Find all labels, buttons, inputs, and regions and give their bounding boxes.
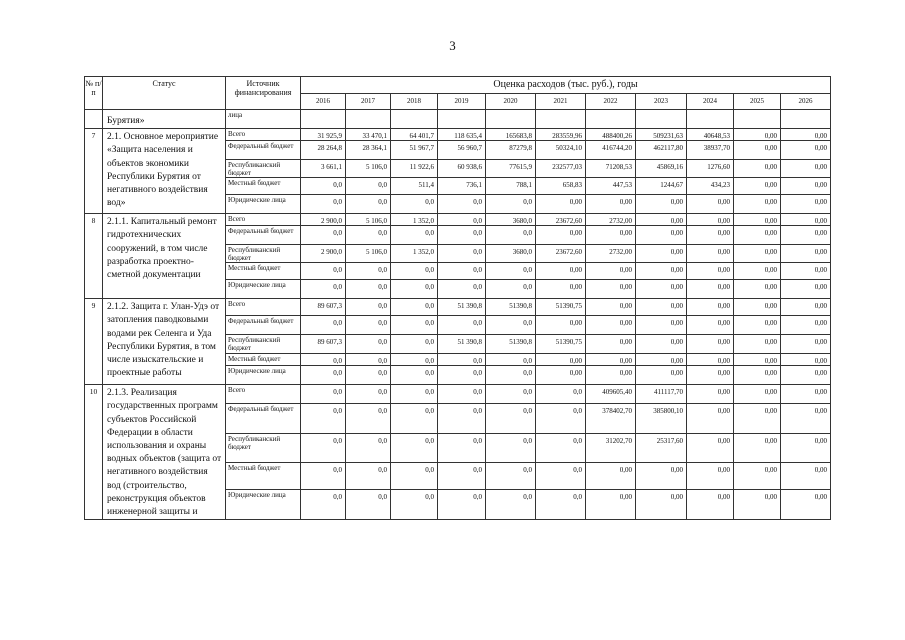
value-cell: 5 106,0 — [346, 214, 391, 226]
source-cell: Федеральный бюджет — [226, 316, 301, 335]
row-number: 9 — [85, 299, 103, 385]
value-cell: 0,00 — [734, 335, 781, 354]
value-cell: 1 352,0 — [391, 245, 438, 263]
value-cell: 165683,8 — [486, 129, 536, 141]
source-cell: Местный бюджет — [226, 354, 301, 366]
value-cell: 0,00 — [734, 385, 781, 404]
carry-over-row — [85, 110, 831, 129]
value-cell: 0,0 — [536, 490, 586, 520]
value-cell: 0,0 — [301, 463, 346, 490]
value-cell: 0,00 — [536, 263, 586, 280]
value-cell: 0,00 — [781, 214, 831, 226]
value-cell: 0,0 — [486, 434, 536, 463]
value-cell: 0,00 — [687, 245, 734, 263]
value-cell: 31 925,9 — [301, 129, 346, 141]
value-cell: 0,00 — [687, 335, 734, 354]
source-cell: Юридические лица — [226, 490, 301, 520]
status-header: Статус — [103, 77, 226, 110]
value-cell: 0,00 — [636, 354, 687, 366]
value-cell: 31202,70 — [586, 434, 636, 463]
value-cell: 0,0 — [438, 195, 486, 214]
value-cell: 89 607,3 — [301, 299, 346, 316]
carry-status: Бурятия» — [103, 110, 226, 129]
source-cell: Местный бюджет — [226, 263, 301, 280]
value-cell: 0,00 — [586, 226, 636, 245]
value-cell: 0,0 — [391, 463, 438, 490]
value-cell: 0,0 — [301, 316, 346, 335]
source-cell: Местный бюджет — [226, 463, 301, 490]
value-cell: 0,00 — [734, 178, 781, 195]
value-cell: 0,0 — [486, 385, 536, 404]
value-cell: 0,00 — [781, 316, 831, 335]
value-cell: 0,00 — [734, 366, 781, 385]
value-cell: 0,0 — [438, 263, 486, 280]
value-cell: 0,0 — [301, 490, 346, 520]
value-cell: 0,0 — [391, 263, 438, 280]
value-cell: 0,0 — [346, 195, 391, 214]
value-cell: 0,00 — [734, 299, 781, 316]
value-cell: 0,00 — [687, 263, 734, 280]
value-cell: 5 106,0 — [346, 160, 391, 178]
value-cell: 0,00 — [781, 490, 831, 520]
value-cell: 0,00 — [586, 280, 636, 299]
value-cell: 0,0 — [301, 385, 346, 404]
value-cell: 488400,26 — [586, 129, 636, 141]
value-cell: 0,0 — [438, 280, 486, 299]
value-cell: 0,0 — [301, 178, 346, 195]
value-cell: 2 900,0 — [301, 214, 346, 226]
value-cell: 0,0 — [438, 316, 486, 335]
value-cell: 0,0 — [536, 463, 586, 490]
value-cell: 0,00 — [687, 404, 734, 434]
value-cell: 0,00 — [781, 226, 831, 245]
value-cell: 0,00 — [687, 226, 734, 245]
value-cell: 0,00 — [734, 226, 781, 245]
value-cell: 0,0 — [391, 195, 438, 214]
value-cell: 0,00 — [636, 263, 687, 280]
value-cell: 0,00 — [781, 129, 831, 141]
value-cell: 0,0 — [438, 385, 486, 404]
table-row — [85, 299, 831, 316]
table-row — [85, 129, 831, 141]
value-cell: 509231,63 — [636, 129, 687, 141]
value-cell: 0,00 — [781, 160, 831, 178]
value-cell: 0,00 — [586, 463, 636, 490]
value-cell: 0,0 — [486, 354, 536, 366]
value-cell: 51 390,8 — [438, 299, 486, 316]
value-cell: 77615,9 — [486, 160, 536, 178]
table-row — [85, 214, 831, 226]
value-cell: 0,00 — [636, 214, 687, 226]
value-cell: 5 106,0 — [346, 245, 391, 263]
value-cell: 0,00 — [536, 195, 586, 214]
value-cell: 51 390,8 — [438, 335, 486, 354]
value-cell: 0,0 — [486, 316, 536, 335]
value-cell: 0,00 — [781, 195, 831, 214]
value-cell: 40648,53 — [687, 129, 734, 141]
value-cell: 0,0 — [301, 354, 346, 366]
value-cell: 0,0 — [438, 490, 486, 520]
expense-table — [84, 76, 831, 520]
carry-num — [85, 110, 103, 129]
value-cell: 0,00 — [687, 316, 734, 335]
value-cell: 0,0 — [486, 280, 536, 299]
value-cell: 0,00 — [536, 316, 586, 335]
year-header: 2019 — [438, 94, 486, 110]
value-cell: 0,0 — [346, 385, 391, 404]
value-cell: 0,0 — [391, 490, 438, 520]
status-cell: 2.1.2. Защита г. Улан-Удэ от затопления паводковыми водами рек Селенга и Уда Республики Бурятия, в том числе изыскательские и проектные работы — [103, 299, 226, 385]
value-cell: 0,00 — [734, 195, 781, 214]
value-cell: 511,4 — [391, 178, 438, 195]
value-cell: 0,0 — [486, 404, 536, 434]
value-cell: 2732,00 — [586, 214, 636, 226]
value-cell: 0,00 — [687, 195, 734, 214]
table-row — [85, 385, 831, 404]
value-cell: 0,00 — [586, 366, 636, 385]
value-cell: 0,00 — [636, 299, 687, 316]
value-cell: 28 264,8 — [301, 141, 346, 160]
value-cell: 0,0 — [486, 226, 536, 245]
year-header: 2017 — [346, 94, 391, 110]
year-header: 2026 — [781, 94, 831, 110]
source-cell: Федеральный бюджет — [226, 141, 301, 160]
value-cell: 0,0 — [536, 404, 586, 434]
value-cell: 0,0 — [438, 404, 486, 434]
value-cell: 0,0 — [391, 385, 438, 404]
value-cell: 0,00 — [734, 129, 781, 141]
value-cell: 3680,0 — [486, 245, 536, 263]
carry-source: лица — [226, 110, 301, 129]
value-cell: 0,0 — [346, 335, 391, 354]
value-cell: 0,00 — [586, 316, 636, 335]
value-cell: 0,00 — [781, 141, 831, 160]
value-cell: 0,0 — [486, 463, 536, 490]
source-cell: Республиканский бюджет — [226, 160, 301, 178]
value-cell: 71208,53 — [586, 160, 636, 178]
value-cell: 0,0 — [536, 385, 586, 404]
value-cell: 0,00 — [781, 178, 831, 195]
value-cell: 51390,8 — [486, 299, 536, 316]
value-cell: 0,00 — [734, 434, 781, 463]
value-cell: 0,0 — [301, 280, 346, 299]
source-cell: Федеральный бюджет — [226, 226, 301, 245]
value-cell: 0,00 — [781, 280, 831, 299]
page-number: 3 — [449, 38, 456, 53]
value-cell: 0,0 — [391, 316, 438, 335]
value-cell: 0,0 — [486, 263, 536, 280]
header-row-1 — [85, 77, 831, 94]
source-cell: Республиканский бюджет — [226, 245, 301, 263]
source-cell: Юридические лица — [226, 195, 301, 214]
value-cell: 64 401,7 — [391, 129, 438, 141]
year-header: 2016 — [301, 94, 346, 110]
value-cell: 11 922,6 — [391, 160, 438, 178]
value-cell: 0,00 — [781, 434, 831, 463]
value-cell: 232577,03 — [536, 160, 586, 178]
value-cell: 736,1 — [438, 178, 486, 195]
value-cell: 283559,96 — [536, 129, 586, 141]
row-number: 10 — [85, 385, 103, 520]
value-cell: 385800,10 — [636, 404, 687, 434]
value-cell: 28 364,1 — [346, 141, 391, 160]
value-cell: 0,0 — [346, 404, 391, 434]
source-cell: Юридические лица — [226, 280, 301, 299]
year-header: 2023 — [636, 94, 687, 110]
value-cell: 0,0 — [301, 404, 346, 434]
value-cell: 0,00 — [734, 316, 781, 335]
value-cell: 0,00 — [536, 280, 586, 299]
value-cell: 416744,20 — [586, 141, 636, 160]
year-header: 2021 — [536, 94, 586, 110]
value-cell: 0,00 — [734, 245, 781, 263]
value-cell: 0,00 — [687, 214, 734, 226]
value-cell: 33 470,1 — [346, 129, 391, 141]
value-cell: 411117,70 — [636, 385, 687, 404]
value-cell: 0,00 — [636, 280, 687, 299]
value-cell: 0,00 — [687, 434, 734, 463]
value-cell: 23672,60 — [536, 214, 586, 226]
source-cell: Федеральный бюджет — [226, 404, 301, 434]
source-cell: Юридические лица — [226, 366, 301, 385]
status-cell: 2.1.3. Реализация государственных программ субъектов Российской Федерации в области использования и охраны водных объектов (защита от негативного воздействия вод (строительство, реконструкция объектов инженерной защиты и — [103, 385, 226, 520]
source-cell: Всего — [226, 385, 301, 404]
value-cell: 0,00 — [536, 226, 586, 245]
value-cell: 0,0 — [391, 335, 438, 354]
value-cell: 0,0 — [346, 490, 391, 520]
year-header: 2018 — [391, 94, 438, 110]
value-cell: 0,00 — [586, 335, 636, 354]
value-cell: 2732,00 — [586, 245, 636, 263]
value-cell: 0,0 — [486, 490, 536, 520]
value-cell: 0,0 — [346, 354, 391, 366]
value-cell: 0,0 — [346, 280, 391, 299]
value-cell: 0,00 — [734, 280, 781, 299]
value-cell: 0,00 — [687, 299, 734, 316]
value-cell: 0,00 — [734, 160, 781, 178]
value-cell: 0,0 — [346, 463, 391, 490]
value-cell: 0,00 — [536, 354, 586, 366]
value-cell: 0,0 — [391, 226, 438, 245]
value-cell: 0,0 — [346, 226, 391, 245]
value-cell: 0,00 — [781, 385, 831, 404]
value-cell: 0,00 — [636, 226, 687, 245]
value-cell: 38937,70 — [687, 141, 734, 160]
value-cell: 0,00 — [734, 354, 781, 366]
source-cell: Всего — [226, 129, 301, 141]
value-cell: 51390,75 — [536, 335, 586, 354]
row-number: 7 — [85, 129, 103, 214]
value-cell: 0,0 — [486, 195, 536, 214]
value-cell: 0,0 — [346, 316, 391, 335]
value-cell: 0,0 — [346, 434, 391, 463]
value-cell: 0,00 — [781, 463, 831, 490]
value-cell: 0,0 — [346, 263, 391, 280]
value-cell: 50324,10 — [536, 141, 586, 160]
value-cell: 0,00 — [586, 299, 636, 316]
source-cell: Республиканский бюджет — [226, 335, 301, 354]
year-header: 2020 — [486, 94, 536, 110]
value-cell: 0,00 — [586, 195, 636, 214]
num-header: № п/п — [85, 77, 103, 110]
value-cell: 0,00 — [636, 195, 687, 214]
value-cell: 0,00 — [734, 404, 781, 434]
value-cell: 0,0 — [346, 366, 391, 385]
value-cell: 45869,16 — [636, 160, 687, 178]
value-cell: 0,0 — [301, 366, 346, 385]
value-cell: 0,00 — [687, 490, 734, 520]
value-cell: 0,0 — [438, 434, 486, 463]
status-cell: 2.1.1. Капитальный ремонт гидротехнических сооружений, в том числе разработка проектно-сметной документации — [103, 214, 226, 299]
value-cell: 0,0 — [438, 354, 486, 366]
value-cell: 0,00 — [734, 263, 781, 280]
value-cell: 0,00 — [687, 385, 734, 404]
value-cell: 51390,75 — [536, 299, 586, 316]
value-cell: 409605,40 — [586, 385, 636, 404]
value-cell: 0,00 — [734, 141, 781, 160]
value-cell: 0,0 — [391, 299, 438, 316]
value-cell: 0,0 — [346, 299, 391, 316]
value-cell: 0,0 — [391, 434, 438, 463]
source-cell: Местный бюджет — [226, 178, 301, 195]
value-cell: 51 967,7 — [391, 141, 438, 160]
value-cell: 0,00 — [687, 366, 734, 385]
source-cell: Республиканский бюджет — [226, 434, 301, 463]
value-cell: 0,0 — [391, 404, 438, 434]
value-cell: 0,00 — [781, 263, 831, 280]
value-cell: 0,00 — [536, 366, 586, 385]
value-cell: 0,0 — [438, 366, 486, 385]
value-cell: 434,23 — [687, 178, 734, 195]
value-cell: 1276,60 — [687, 160, 734, 178]
source-cell: Всего — [226, 214, 301, 226]
value-cell: 0,00 — [687, 354, 734, 366]
value-cell: 0,00 — [734, 490, 781, 520]
cost-header: Оценка расходов (тыс. руб.), годы — [301, 77, 831, 94]
value-cell: 1 352,0 — [391, 214, 438, 226]
value-cell: 1244,67 — [636, 178, 687, 195]
value-cell: 0,00 — [636, 335, 687, 354]
status-cell: 2.1. Основное мероприятие «Защита населения и объектов экономики Республики Бурятия от негативного воздействия вод» — [103, 129, 226, 214]
value-cell: 23672,60 — [536, 245, 586, 263]
value-cell: 0,0 — [438, 214, 486, 226]
value-cell: 0,00 — [687, 280, 734, 299]
value-cell: 118 635,4 — [438, 129, 486, 141]
value-cell: 2 900,0 — [301, 245, 346, 263]
value-cell: 25317,60 — [636, 434, 687, 463]
value-cell: 60 938,6 — [438, 160, 486, 178]
value-cell: 51390,8 — [486, 335, 536, 354]
value-cell: 0,00 — [781, 366, 831, 385]
year-header: 2024 — [687, 94, 734, 110]
value-cell: 0,0 — [391, 280, 438, 299]
value-cell: 0,0 — [438, 463, 486, 490]
value-cell: 462117,80 — [636, 141, 687, 160]
value-cell: 0,00 — [781, 299, 831, 316]
value-cell: 3 661,1 — [301, 160, 346, 178]
value-cell: 0,00 — [586, 263, 636, 280]
value-cell: 658,83 — [536, 178, 586, 195]
value-cell: 0,0 — [346, 178, 391, 195]
value-cell: 0,00 — [586, 354, 636, 366]
value-cell: 0,0 — [301, 434, 346, 463]
value-cell: 0,0 — [536, 434, 586, 463]
value-cell: 788,1 — [486, 178, 536, 195]
value-cell: 0,0 — [301, 263, 346, 280]
value-cell: 0,00 — [636, 366, 687, 385]
value-cell: 0,0 — [391, 354, 438, 366]
source-cell: Всего — [226, 299, 301, 316]
value-cell: 0,00 — [687, 463, 734, 490]
value-cell: 0,00 — [734, 463, 781, 490]
value-cell: 0,0 — [486, 366, 536, 385]
source-header: Источник финансирования — [226, 77, 301, 110]
value-cell: 0,00 — [586, 490, 636, 520]
year-header: 2025 — [734, 94, 781, 110]
value-cell: 0,0 — [301, 226, 346, 245]
value-cell: 0,00 — [781, 354, 831, 366]
value-cell: 0,0 — [438, 226, 486, 245]
value-cell: 0,00 — [636, 463, 687, 490]
value-cell: 56 960,7 — [438, 141, 486, 160]
value-cell: 378402,70 — [586, 404, 636, 434]
value-cell: 0,00 — [781, 245, 831, 263]
value-cell: 0,0 — [391, 366, 438, 385]
value-cell: 3680,0 — [486, 214, 536, 226]
year-header: 2022 — [586, 94, 636, 110]
value-cell: 0,00 — [636, 490, 687, 520]
value-cell: 0,0 — [438, 245, 486, 263]
value-cell: 89 607,3 — [301, 335, 346, 354]
value-cell: 447,53 — [586, 178, 636, 195]
value-cell: 0,0 — [301, 195, 346, 214]
value-cell: 0,00 — [636, 316, 687, 335]
row-number: 8 — [85, 214, 103, 299]
value-cell: 0,00 — [636, 245, 687, 263]
value-cell: 87279,8 — [486, 141, 536, 160]
value-cell: 0,00 — [781, 404, 831, 434]
value-cell: 0,00 — [734, 214, 781, 226]
value-cell: 0,00 — [781, 335, 831, 354]
